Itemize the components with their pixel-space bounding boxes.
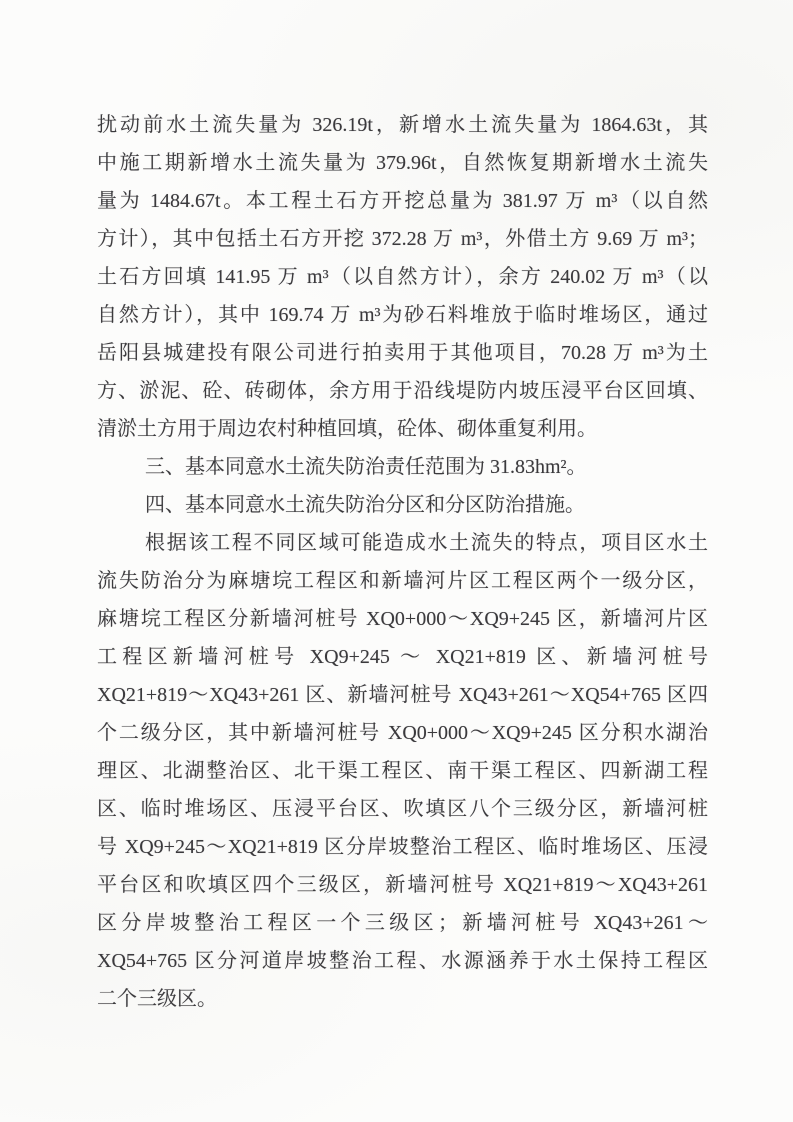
text-line: 个二级分区，其中新墙河桩号 XQ0+000～XQ9+245 区分积水湖治 <box>97 722 708 744</box>
text-line: 量为 1484.67t。本工程土石方开挖总量为 381.97 万 m³（以自然 <box>97 190 708 212</box>
text-line: 麻塘垸工程区分新墙河桩号 XQ0+000～XQ9+245 区，新墙河片区 <box>97 608 708 630</box>
text-line: XQ21+819～XQ43+261 区、新墙河桩号 XQ43+261～XQ54+765 区四 <box>97 684 708 706</box>
text-line: 号 XQ9+245～XQ21+819 区分岸坡整治工程区、临时堆场区、压浸 <box>97 836 708 858</box>
text-line: 理区、北湖整治区、北干渠工程区、南干渠工程区、四新湖工程 <box>97 760 708 782</box>
text-line: 中施工期新增水土流失量为 379.96t，自然恢复期新增水土流失 <box>97 152 708 174</box>
text-line: 区、临时堆场区、压浸平台区、吹填区八个三级分区，新墙河桩 <box>97 798 708 820</box>
text-line: 根据该工程不同区域可能造成水土流失的特点，项目区水土 <box>145 532 708 554</box>
text-line: 工程区新墙河桩号 XQ9+245 ～ XQ21+819 区、新墙河桩号 <box>97 646 708 668</box>
text-line: 自然方计），其中 169.74 万 m³为砂石料堆放于临时堆场区，通过 <box>97 304 708 326</box>
document-text-block <box>97 106 708 1018</box>
text-line: 扰动前水土流失量为 326.19t，新增水土流失量为 1864.63t，其 <box>97 114 708 136</box>
text-line: 土石方回填 141.95 万 m³（以自然方计），余方 240.02 万 m³（以 <box>97 266 708 288</box>
text-line: 平台区和吹填区四个三级区，新墙河桩号 XQ21+819～XQ43+261 <box>97 874 708 896</box>
text-line: 方计），其中包括土石方开挖 372.28 万 m³，外借土方 9.69 万 m³； <box>97 228 708 250</box>
text-line-item-three: 三、基本同意水土流失防治责任范围为 31.83hm²。 <box>145 456 587 478</box>
text-line: 岳阳县城建投有限公司进行拍卖用于其他项目，70.28 万 m³为土 <box>97 342 708 364</box>
text-line: XQ54+765 区分河道岸坡整治工程、水源涵养于水土保持工程区 <box>97 950 708 972</box>
text-line: 清淤土方用于周边农村种植回填，砼体、砌体重复利用。 <box>97 418 597 440</box>
text-line: 区分岸坡整治工程区一个三级区；新墙河桩号 XQ43+261～ <box>97 912 708 934</box>
text-line: 流失防治分为麻塘垸工程区和新墙河片区工程区两个一级分区， <box>97 570 708 592</box>
text-line-item-four: 四、基本同意水土流失防治分区和分区防治措施。 <box>145 494 585 516</box>
text-line: 二个三级区。 <box>97 988 217 1010</box>
text-line: 方、淤泥、砼、砖砌体，余方用于沿线堤防内坡压浸平台区回填、 <box>97 380 708 402</box>
